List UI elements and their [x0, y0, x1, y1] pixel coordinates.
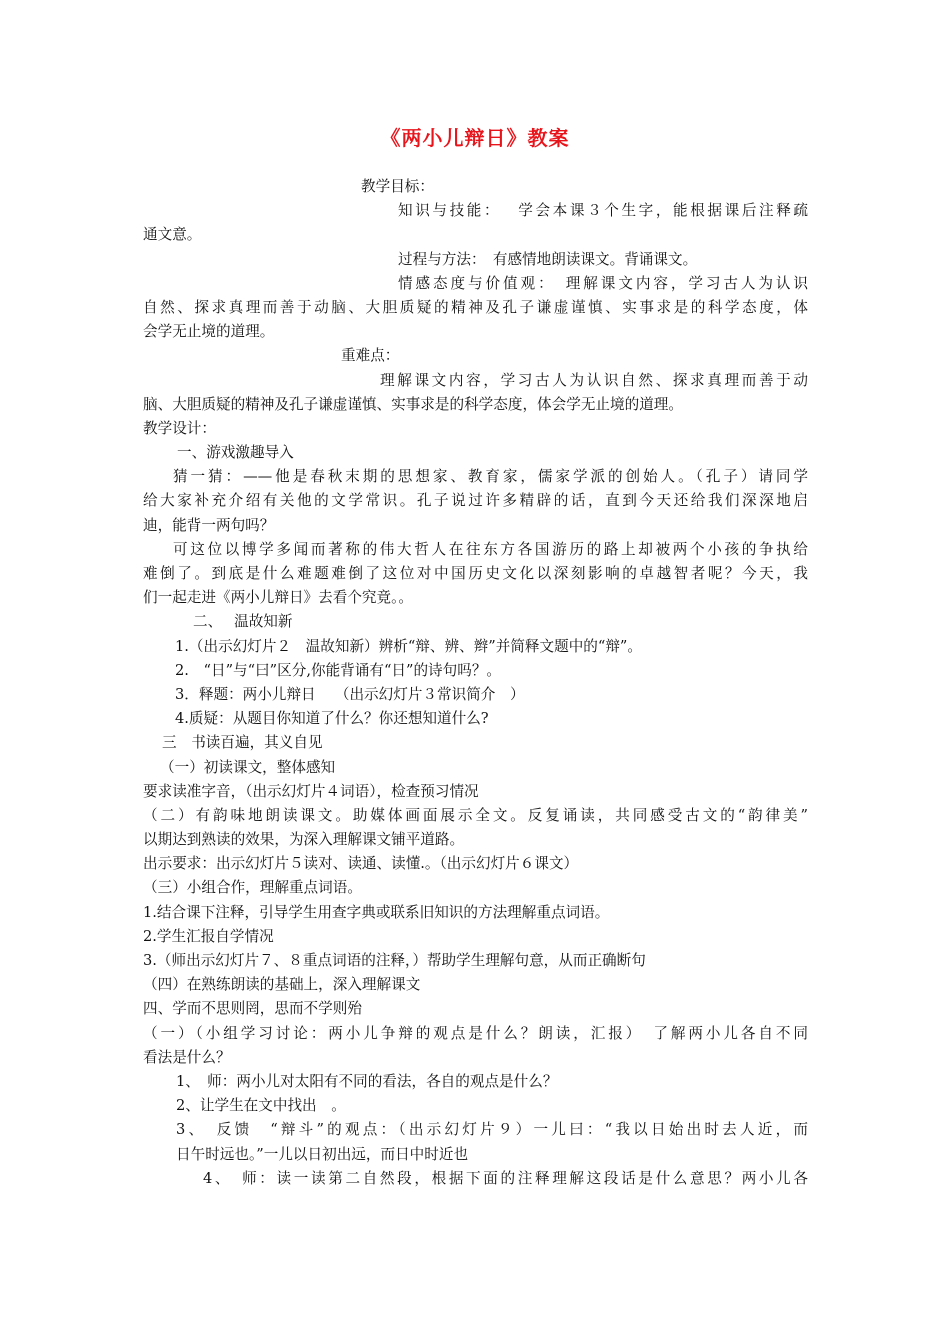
key-points-text-cont: 脑、大胆质疑的精神及孔子谦虚谨慎、实事求是的科学态度，体会学无止境的道理。 — [143, 395, 683, 413]
section2-heading: 二、 温故知新 — [193, 613, 293, 631]
objective-emotion-end: 会学无止境的道理。 — [143, 323, 275, 341]
section4-sub1-cont: 看法是什么？ — [143, 1048, 231, 1066]
section4-step3-cont: 日午时远也。”一儿以日初出远，而日中时近也 — [176, 1145, 469, 1163]
section4-step3: 3、 反馈 “辩斗”的观点：（出示幻灯片９）一儿曰：“我以日始出时去人近，而 — [176, 1121, 808, 1139]
section3-sub1-text: 要求读准字音，（出示幻灯片４词语），检查预习情况 — [143, 782, 479, 800]
section3-sub2: （二）有韵味地朗读课文。助媒体画面展示全文。反复诵读，共同感受古文的“韵律美” — [143, 806, 808, 824]
objectives-heading: 教学目标： — [361, 178, 434, 195]
section3-sub2-requirement: 出示要求：出示幻灯片５读对、读通、读懂.。（出示幻灯片６课文） — [143, 855, 579, 873]
objective-process: 过程与方法： 有感情地朗读课文。背诵课文。 — [398, 250, 698, 268]
section1-paragraph1: 猜一猜：——他是春秋末期的思想家、教育家，儒家学派的创始人。（孔子）请同学 — [173, 468, 808, 486]
section2-item2: 2. “日”与“曰”区分,你能背诵有“日”的诗句吗？。 — [175, 661, 502, 679]
section3-sub3-item2: 2.学生汇报自学情况 — [143, 927, 274, 945]
section3-sub3-heading: （三）小组合作，理解重点词语。 — [143, 879, 362, 897]
section3-sub2-cont: 以期达到熟读的效果，为深入理解课文铺平道路。 — [143, 831, 465, 849]
section4-step4: 4、 师：读一读第二自然段，根据下面的注释理解这段话是什么意思？两小儿各 — [203, 1169, 808, 1187]
section4-sub1: （一）（小组学习讨论：两小儿争辩的观点是什么？朗读，汇报） 了解两小儿各自不同 — [143, 1024, 808, 1042]
design-heading: 教学设计： — [143, 419, 216, 437]
document-title: 《两小儿辩日》教案 — [380, 126, 570, 150]
section4-step1: 1、 师：两小儿对太阳有不同的看法，各自的观点是什么？ — [176, 1072, 558, 1090]
section3-sub4-heading: （四）在熟练朗读的基础上，深入理解课文 — [143, 976, 421, 994]
objective-emotion-cont: 自然、探求真理而善于动脑、大胆质疑的精神及孔子谦虚谨慎、实事求是的科学态度，体 — [143, 298, 808, 316]
section1-heading: 一、游戏激趣导入 — [177, 444, 294, 462]
section1-paragraph2-end: 们一起走进《两小儿辩日》去看个究竟。。 — [143, 589, 413, 607]
section2-item1: 1.（出示幻灯片２ 温故知新）辨析“辩、辨、辫”并简释文题中的“辩”。 — [175, 637, 642, 655]
objective-emotion: 情感态度与价值观： 理解课文内容，学习古人为认识 — [398, 274, 808, 292]
section2-item3: 3．释题：两小儿辩日 （出示幻灯片３常识简介 ） — [175, 685, 525, 703]
section2-item4: 4.质疑：从题目你知道了什么？你还想知道什么? — [175, 710, 489, 728]
section1-paragraph1-cont: 给大家补充介绍有关他的文学常识。孔子说过许多精辟的话，直到今天还给我们深深地启 — [143, 492, 808, 510]
section1-paragraph2: 可这位以博学多闻而著称的伟大哲人在往东方各国游历的路上却被两个小孩的争执给 — [173, 540, 808, 558]
section3-sub3-item1: 1.结合课下注释，引导学生用查字典或联系旧知识的方法理解重点词语。 — [143, 903, 610, 921]
key-points-text: 理解课文内容，学习古人为认识自然、探求真理而善于动 — [380, 371, 808, 389]
section3-heading: 三 书读百遍，其义自见 — [162, 734, 323, 752]
section3-sub1-heading: （一）初读课文，整体感知 — [160, 758, 336, 776]
section1-paragraph1-end: 迪，能背一两句吗？ — [143, 516, 275, 534]
section4-heading: 四、学而不思则罔，思而不学则殆 — [143, 1000, 362, 1018]
key-points-heading: 重难点： — [341, 347, 400, 365]
section3-sub3-item3: 3.（师出示幻灯片７、８重点词语的注释，）帮助学生理解句意，从而正确断句 — [143, 952, 646, 969]
objective-knowledge: 知识与技能： 学会本课３个生字，能根据课后注释疏 — [398, 202, 808, 220]
section1-paragraph2-cont: 难倒了。到底是什么难题难倒了这位对中国历史文化以深刻影响的卓越智者呢？今天，我 — [143, 565, 808, 582]
document-body — [143, 175, 808, 1191]
section4-step2: 2、让学生在文中找出 。 — [176, 1097, 346, 1115]
objective-knowledge-cont: 通文意。 — [143, 226, 202, 244]
